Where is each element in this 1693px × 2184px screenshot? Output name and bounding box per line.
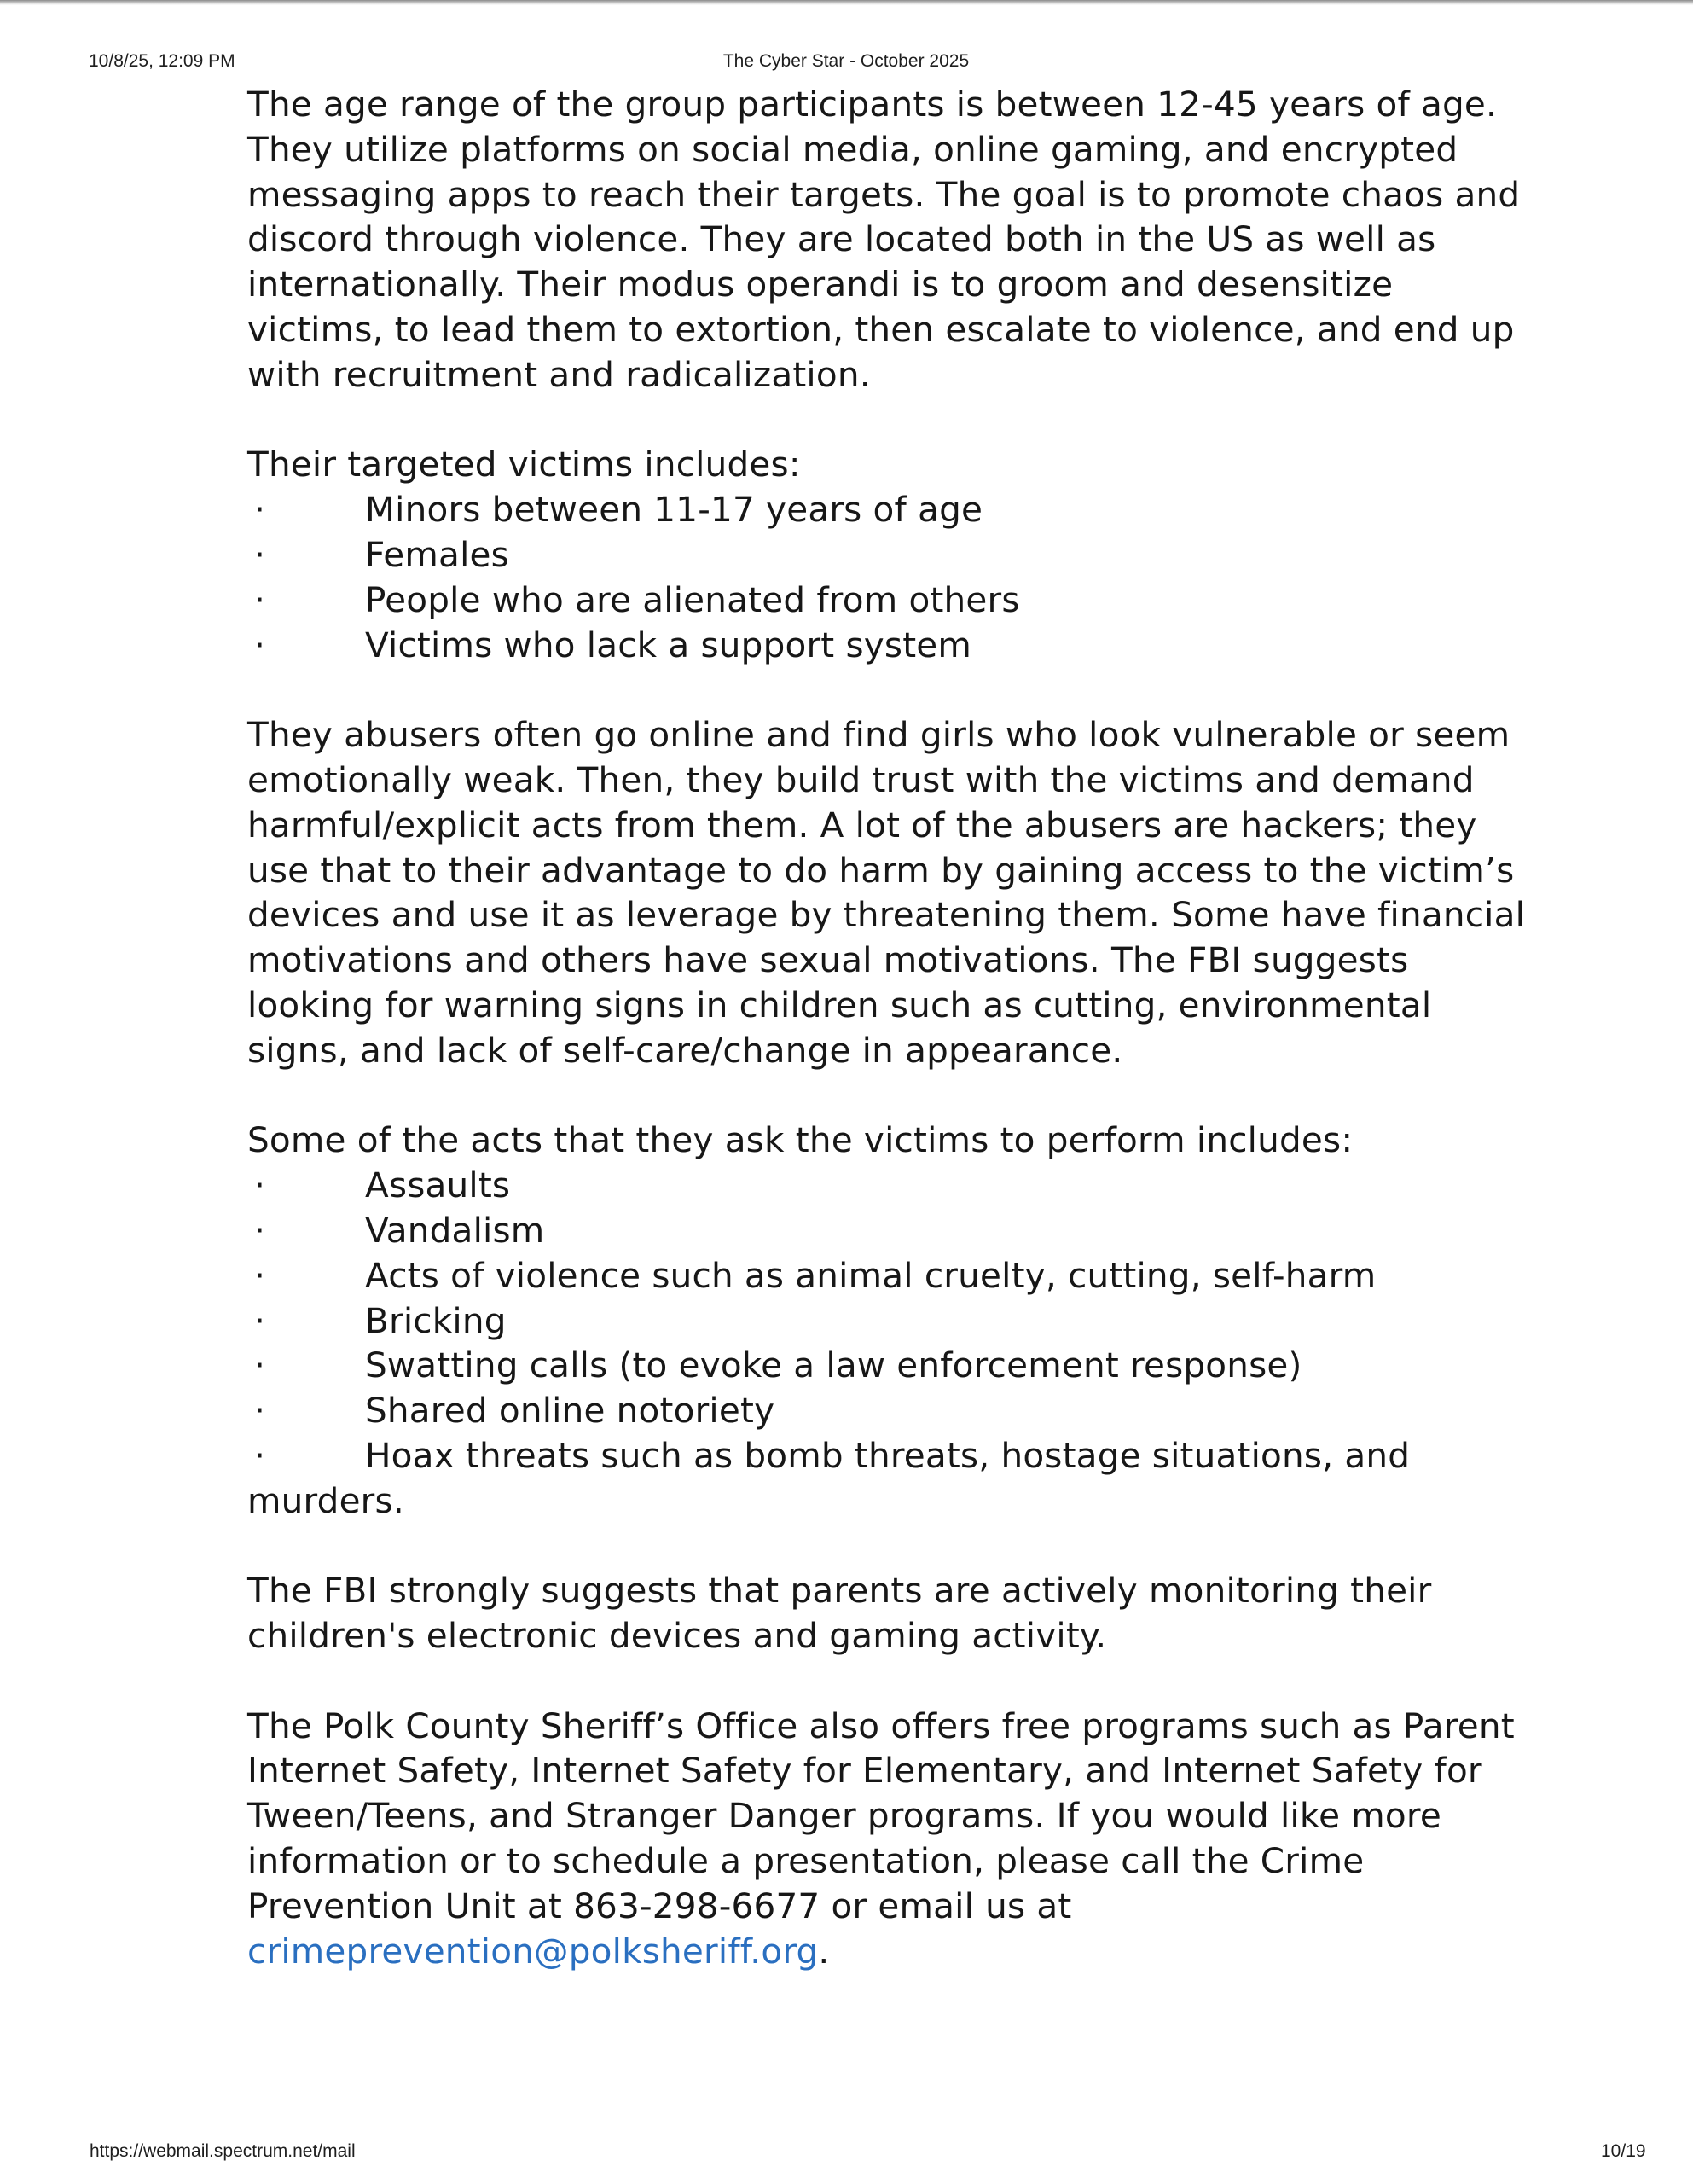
list-item-text: Vandalism [365, 1209, 545, 1251]
bullet-icon: · [254, 1209, 266, 1251]
list-item [247, 1298, 1527, 1344]
list-item [247, 532, 1527, 578]
bullet-icon: · [254, 1254, 266, 1296]
intro-paragraph: The age range of the group participants is between 12-45 years of age. They utilize platforms on social media, online gaming, and encrypted messaging apps to reach their targets. The goal is to promote chaos and discord through violence. They are located both in the US as well as internationally. Their modus operandi is to groom and desensitize victims, to lead them to extortion, then escalate to violence, and end up with recruitment and radicalization. [247, 84, 1521, 395]
list-item-text: Swatting calls (to evoke a law enforcement response) [365, 1345, 1302, 1386]
bullet-icon: · [254, 578, 266, 620]
list-item [247, 578, 1527, 623]
list-item [247, 1163, 1527, 1208]
victims-intro: Their targeted victims includes: [247, 444, 801, 485]
list-item-text: Females [365, 533, 509, 575]
acts-intro: Some of the acts that they ask the victims to perform includes: [247, 1119, 1354, 1161]
list-item-text: Minors between 11-17 years of age [365, 489, 983, 531]
list-item [247, 1433, 1527, 1478]
acts-continuation: murders. [247, 1479, 404, 1521]
list-item-text: Bricking [365, 1299, 507, 1341]
email-link[interactable]: crimeprevention@polksheriff.org [247, 1930, 819, 1972]
bullet-icon: · [254, 1434, 266, 1476]
sheriff-paragraph [247, 1704, 1527, 1974]
victims-list [247, 487, 1527, 667]
list-item [247, 1253, 1527, 1298]
bullet-icon: · [254, 1299, 266, 1341]
bullet-icon: · [254, 489, 266, 531]
bullet-icon: · [254, 1390, 266, 1432]
print-url: https://webmail.spectrum.net/mail [90, 2141, 356, 2161]
print-title: The Cyber Star - October 2025 [722, 51, 970, 71]
list-item-text: Assaults [365, 1165, 511, 1206]
bullet-icon: · [254, 533, 266, 575]
email-suffix: . [818, 1930, 830, 1972]
list-item [247, 623, 1527, 668]
list-item-text: Hoax threats such as bomb threats, hostage situations, and [365, 1434, 1411, 1476]
sheriff-paragraph-text: The Polk County Sheriff’s Office also offers free programs such as Parent Internet Safety, Internet Safety for Elementary, and Internet Safety for Tween/Teens, and Stranger Danger programs. If you would like more information or to schedule a presentation, please call the Crime Prevention Unit at 863-298-6677 or email us at [247, 1705, 1515, 1926]
list-item-text: Victims who lack a support system [365, 624, 972, 665]
bullet-icon: · [254, 1165, 266, 1206]
bullet-icon: · [254, 1345, 266, 1386]
scan-top-edge [0, 0, 1693, 5]
list-item-text: Shared online notoriety [365, 1390, 775, 1432]
abusers-paragraph: They abusers often go online and find girls who look vulnerable or seem emotionally weak. Then, they build trust with the victims and demand harmful/explicit acts from them. A lot of the abusers are hackers; they use that to their advantage to do harm by gaining access to the victim’s devices and use it as leverage by threatening them. Some have financial motivations and others have sexual motivations. The FBI suggests looking for warning signs in children such as cutting, environmental signs, and lack of self-care/change in appearance. [247, 714, 1526, 1071]
list-item [247, 1343, 1527, 1388]
fbi-paragraph: The FBI strongly suggests that parents are actively monitoring their children's electronic devices and gaming activity. [247, 1570, 1432, 1657]
print-datetime: 10/8/25, 12:09 PM [89, 51, 235, 71]
print-page-number: 10/19 [1601, 2141, 1646, 2161]
list-item-text: People who are alienated from others [365, 578, 1020, 620]
bullet-icon: · [254, 624, 266, 665]
list-item-text: Acts of violence such as animal cruelty, cutting, self-harm [365, 1254, 1377, 1296]
acts-list [247, 1163, 1527, 1478]
list-item [247, 1208, 1527, 1253]
list-item [247, 487, 1527, 532]
article-body [247, 82, 1527, 1973]
list-item [247, 1388, 1527, 1433]
